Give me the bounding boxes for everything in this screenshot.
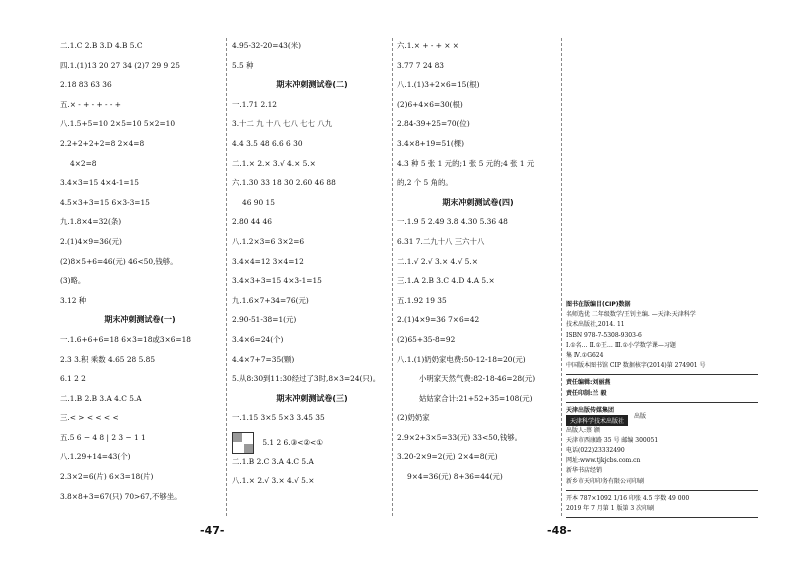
answer-line: 5.5 种 <box>232 60 254 70</box>
cip-block <box>566 300 758 521</box>
responsible-printing: 责任印制:兰 毅 <box>566 389 607 397</box>
answer-line: 2.(1)4×9=36 7×6=42 <box>397 315 480 325</box>
info-line: 新乡市天印印务有限公司印刷 <box>566 477 645 485</box>
publisher-group: 天津出版传媒集团 <box>566 406 615 414</box>
answer-column-2 <box>232 40 392 495</box>
answer-line: 4.4×7+7=35(颗) <box>232 354 295 364</box>
answer-line: 一.1.9 5 2.49 3.8 4.30 5.36 48 <box>397 217 508 227</box>
section-heading: 期末冲刺测试卷(四) <box>442 197 514 207</box>
answer-line: 的,2 个 5 角的。 <box>397 178 453 188</box>
responsible-editor: 责任编辑:刘丽燕 <box>566 379 611 387</box>
answer-line: (2)奶奶家 <box>397 413 430 423</box>
answer-line: 八.1.29+14=43(个) <box>60 452 131 462</box>
answer-line: 46 90 15 <box>242 197 275 207</box>
cip-line: ISBN 978-7-5308-9303-6 <box>566 331 642 339</box>
answer-line: 3.4×6=24(个) <box>232 334 284 344</box>
divider <box>566 402 758 403</box>
answer-line: 2.2+2+2+2=8 2×4=8 <box>60 138 145 148</box>
answer-line: 3.77 7 24 83 <box>397 60 445 70</box>
divider <box>566 490 758 491</box>
answer-line: 二.1.B 2.C 3.A 4.C 5.A <box>232 456 314 466</box>
answer-line: 八.1.× 2.√ 3.× 4.√ 5.× <box>232 476 315 486</box>
answer-line: 2.3×2=6(片) 6×3=18(片) <box>60 472 154 482</box>
answer-line: 4.4 3.5 48 6.6 6 30 <box>232 138 303 148</box>
info-line: 新华书店经销 <box>566 467 603 475</box>
answer-line: 3.4×4=12 3×4=12 <box>232 256 304 266</box>
column-divider-1 <box>226 38 227 516</box>
cip-line: 技术出版社,2014. 11 <box>566 321 625 329</box>
answer-line: 一.1.15 3×5 5×3 3.45 35 <box>232 413 325 423</box>
answer-line: 六.1.30 33 18 30 2.60 46 88 <box>232 178 336 188</box>
answer-line: 2.(1)4×9=36(元) <box>60 236 122 246</box>
answer-line: 九.1.8×4=32(条) <box>60 217 122 227</box>
square-shading-figure <box>232 432 254 454</box>
answer-line: 2.18 83 63 36 <box>60 80 112 90</box>
answer-line: 二.1.× 2.× 3.√ 4.× 5.× <box>232 158 316 168</box>
answer-line: 2.80 44 46 <box>232 217 272 227</box>
answer-column-3 <box>397 40 559 491</box>
answer-line: 2.3 3.积 乘数 4.65 28 5.85 <box>60 354 156 364</box>
section-heading: 期末冲刺测试卷(三) <box>276 393 348 403</box>
answer-line: 3.十二 九 十八 七八 七七 八九 <box>232 119 333 129</box>
answer-line: 6.31 7.二九十八 三六十八 <box>397 236 485 246</box>
answer-line: 4.5×3+3=15 6×3-3=15 <box>60 197 150 207</box>
answer-line: 5.从8:30到11:30经过了3时,8×3=24(只)。 <box>232 374 381 384</box>
answer-line: 2.84-39+25=70(位) <box>397 119 470 129</box>
answer-line: 4×2=8 <box>70 158 97 168</box>
answer-line: 三.1.A 2.B 3.C 4.D 4.A 5.× <box>397 276 495 286</box>
publisher-logo-row <box>566 406 758 426</box>
cip-line: 集 Ⅳ.①G624 <box>566 351 604 359</box>
answer-line: 八.1.5+5=10 2×5=10 5×2=10 <box>60 119 176 129</box>
answer-line: 九.1.6×7+34=76(元) <box>232 295 309 305</box>
answer-line: 3.8×8+3=67(只) 70>67,不够坐。 <box>60 491 182 501</box>
cip-line: 名师选优 二年级数学/王钊主编. —天津:天津科学 <box>566 311 696 319</box>
answer-text: 5.1 2 6.③<②<① <box>262 437 323 447</box>
answer-line: 一.1.6+6+6=18 6×3=18或3×6=18 <box>60 334 192 344</box>
spec-line: 开本 787×1092 1/16 印张 4.5 字数 49 000 <box>566 494 690 502</box>
answer-line: 四.1.(1)13 20 27 34 (2)7 29 9 25 <box>60 60 181 70</box>
answer-line: 9×4=36(元) 8+36=44(元) <box>407 472 503 482</box>
cip-line: Ⅰ.①名… Ⅱ.①王… Ⅲ.①小学数学课—习题 <box>566 341 676 349</box>
answer-line: 八.1.(1)3+2×6=15(根) <box>397 80 480 90</box>
answer-line: (2)6+4×6=30(根) <box>397 99 463 109</box>
answer-line: 六.1.× + - + × × <box>397 41 459 50</box>
answer-line: 3.4×8+19=51(棵) <box>397 138 464 148</box>
answer-line: 五.× - + - + - - + <box>60 99 121 109</box>
answer-line: 八.1.(1)奶奶家电费:50-12-18=20(元) <box>397 354 526 364</box>
answer-line: 4.95-32-20=43(米) <box>232 41 302 50</box>
answer-line: 二.1.C 2.B 3.D 4.B 5.C <box>60 41 143 50</box>
answer-line: 一.1.71 2.12 <box>232 99 278 109</box>
info-line: 电话(022)23332490 <box>566 447 625 455</box>
section-heading: 期末冲刺测试卷(二) <box>276 80 348 90</box>
publish-label: 出版 <box>634 413 647 421</box>
page-number-left: -47- <box>200 524 225 537</box>
column-divider-3 <box>561 38 562 516</box>
spec-line: 2019 年 7 月第 1 版第 3 次印刷 <box>566 505 655 512</box>
answer-line-with-figure <box>232 432 392 456</box>
vertical-calculation: 五.5 6 − 4 8 | 2 3 − 1 1 <box>60 432 146 442</box>
answer-line: 三.< > < < < < <box>60 413 119 423</box>
answer-line: (3)略。 <box>60 276 86 286</box>
info-line: 网址:www.tjkjcbs.com.cn <box>566 457 641 465</box>
info-line: 天津市西康路 35 号 邮编 300051 <box>566 436 659 444</box>
page-number-right: -48- <box>547 524 572 537</box>
answer-line: 4.3 种 5 张 1 元的;1 张 5 元的;4 张 1 元 <box>397 158 535 168</box>
column-divider-2 <box>392 38 393 516</box>
answer-line: 6.1 2 2 <box>60 374 86 384</box>
answer-line: 2.90-51-38=1(元) <box>232 315 297 325</box>
answer-line: (2)8×5+6=46(元) 46<50,钱够。 <box>60 256 178 266</box>
answer-line: 五.1.92 19 35 <box>397 295 447 305</box>
answer-line: 3.20-2×9=2(元) 2×4=8(元) <box>397 452 498 462</box>
publisher-name: 天津科学技术出版社 <box>566 415 628 426</box>
section-heading: 期末冲刺测试卷(一) <box>104 315 176 325</box>
answer-line: 姑姑家合计:21+52+35=108(元) <box>419 393 533 403</box>
answer-line: 八.1.2×3=6 3×2=6 <box>232 236 305 246</box>
answer-line: 3.4×3=15 4×4-1=15 <box>60 178 139 188</box>
answer-line: 3.4×3+3=15 4×3-1=15 <box>232 276 322 286</box>
answer-column-1 <box>60 40 220 510</box>
info-line: 出版人:蔡 颢 <box>566 426 600 434</box>
answer-line: (2)65+35-8=92 <box>397 334 456 344</box>
answer-line: 小明家天然气费:82-18-46=28(元) <box>419 374 536 384</box>
divider <box>566 517 758 518</box>
cip-line: 中国版本图书馆 CIP 数据核字(2014)第 274901 号 <box>566 362 706 370</box>
answer-line: 二.1.√ 2.√ 3.× 4.√ 5.× <box>397 256 478 266</box>
divider <box>566 374 758 375</box>
answer-line: 二.1.B 2.B 3.A 4.C 5.A <box>60 393 142 403</box>
answer-line: 2.9×2+3×5=33(元) 33<50,钱够。 <box>397 432 523 442</box>
answer-line: 3.12 种 <box>60 295 87 305</box>
cip-title: 图书在版编目(CIP)数据 <box>566 301 631 308</box>
